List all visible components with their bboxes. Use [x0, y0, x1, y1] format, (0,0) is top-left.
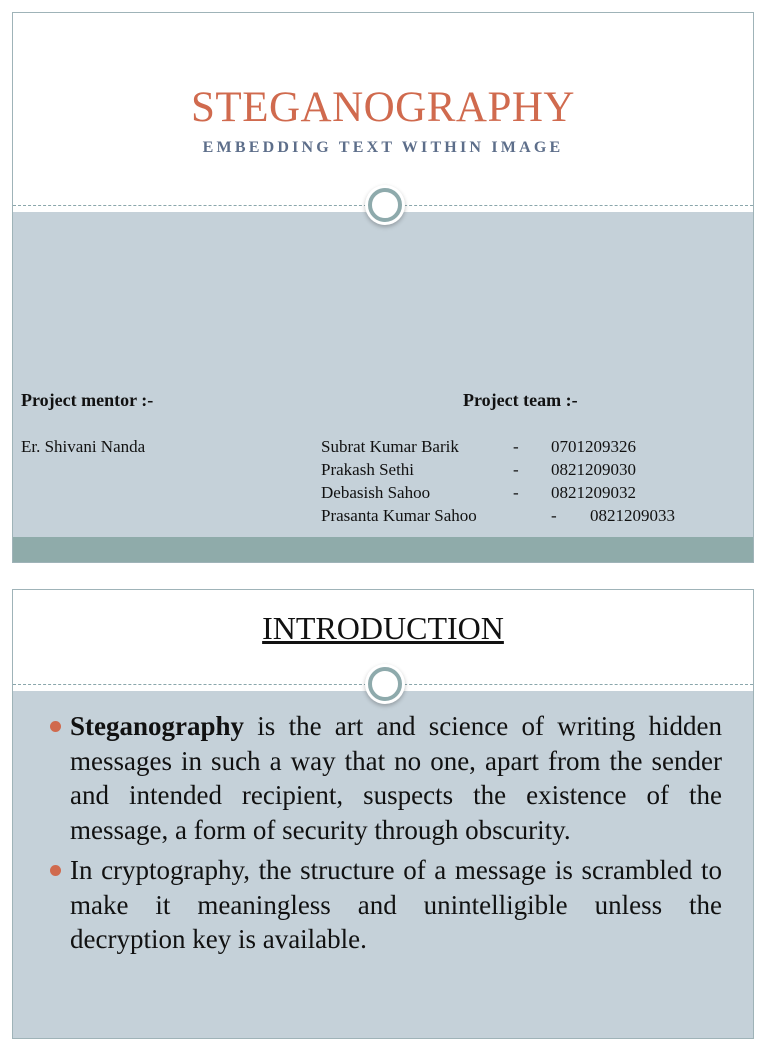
- slide-title: STEGANOGRAPHY: [191, 84, 575, 131]
- bullet-text: In cryptography, the structure of a message is scrambled to make it meaningless and unintelligible unless the decryption key is available.: [70, 855, 722, 954]
- bullet-dot-icon: [50, 865, 61, 876]
- team-member-sep: -: [513, 483, 519, 502]
- mentor-label: Project mentor :-: [21, 390, 154, 410]
- title-slide: [12, 12, 754, 563]
- team-member-sep: -: [513, 437, 519, 456]
- team-member-name: Debasish Sahoo: [321, 483, 431, 502]
- team-member-id: 0701209326: [551, 437, 636, 456]
- introduction-slide: [12, 589, 754, 1039]
- team-member-id: 0821209033: [590, 506, 675, 525]
- team-member-sep: -: [551, 506, 557, 525]
- list-item: [70, 853, 722, 957]
- team-member-id: 0821209030: [551, 460, 636, 479]
- mentor-name: Er. Shivani Nanda: [21, 437, 146, 456]
- bullet-term: Steganography: [70, 711, 245, 741]
- slide-title: INTRODUCTION: [262, 610, 504, 646]
- bullet-text: is the art and science of writing hidden messages in such a way that no one, apart from the sender and intended recipient, suspects the existence of the message, a form of security through obscurity.: [70, 711, 722, 845]
- team-label: Project team :-: [463, 390, 578, 410]
- team-member-id: 0821209032: [551, 483, 636, 502]
- footer-bar: [13, 537, 753, 563]
- ring-ornament-icon: [368, 667, 402, 701]
- team-member-name: Prasanta Kumar Sahoo: [321, 506, 477, 525]
- team-member-name: Subrat Kumar Barik: [321, 437, 459, 456]
- bullet-list: [70, 709, 722, 963]
- list-item: [70, 709, 722, 847]
- team-member-sep: -: [513, 460, 519, 479]
- ring-ornament-icon: [368, 188, 402, 222]
- team-member-name: Prakash Sethi: [321, 460, 415, 479]
- bullet-dot-icon: [50, 721, 61, 732]
- slide-subtitle: EMBEDDING TEXT WITHIN IMAGE: [202, 139, 564, 156]
